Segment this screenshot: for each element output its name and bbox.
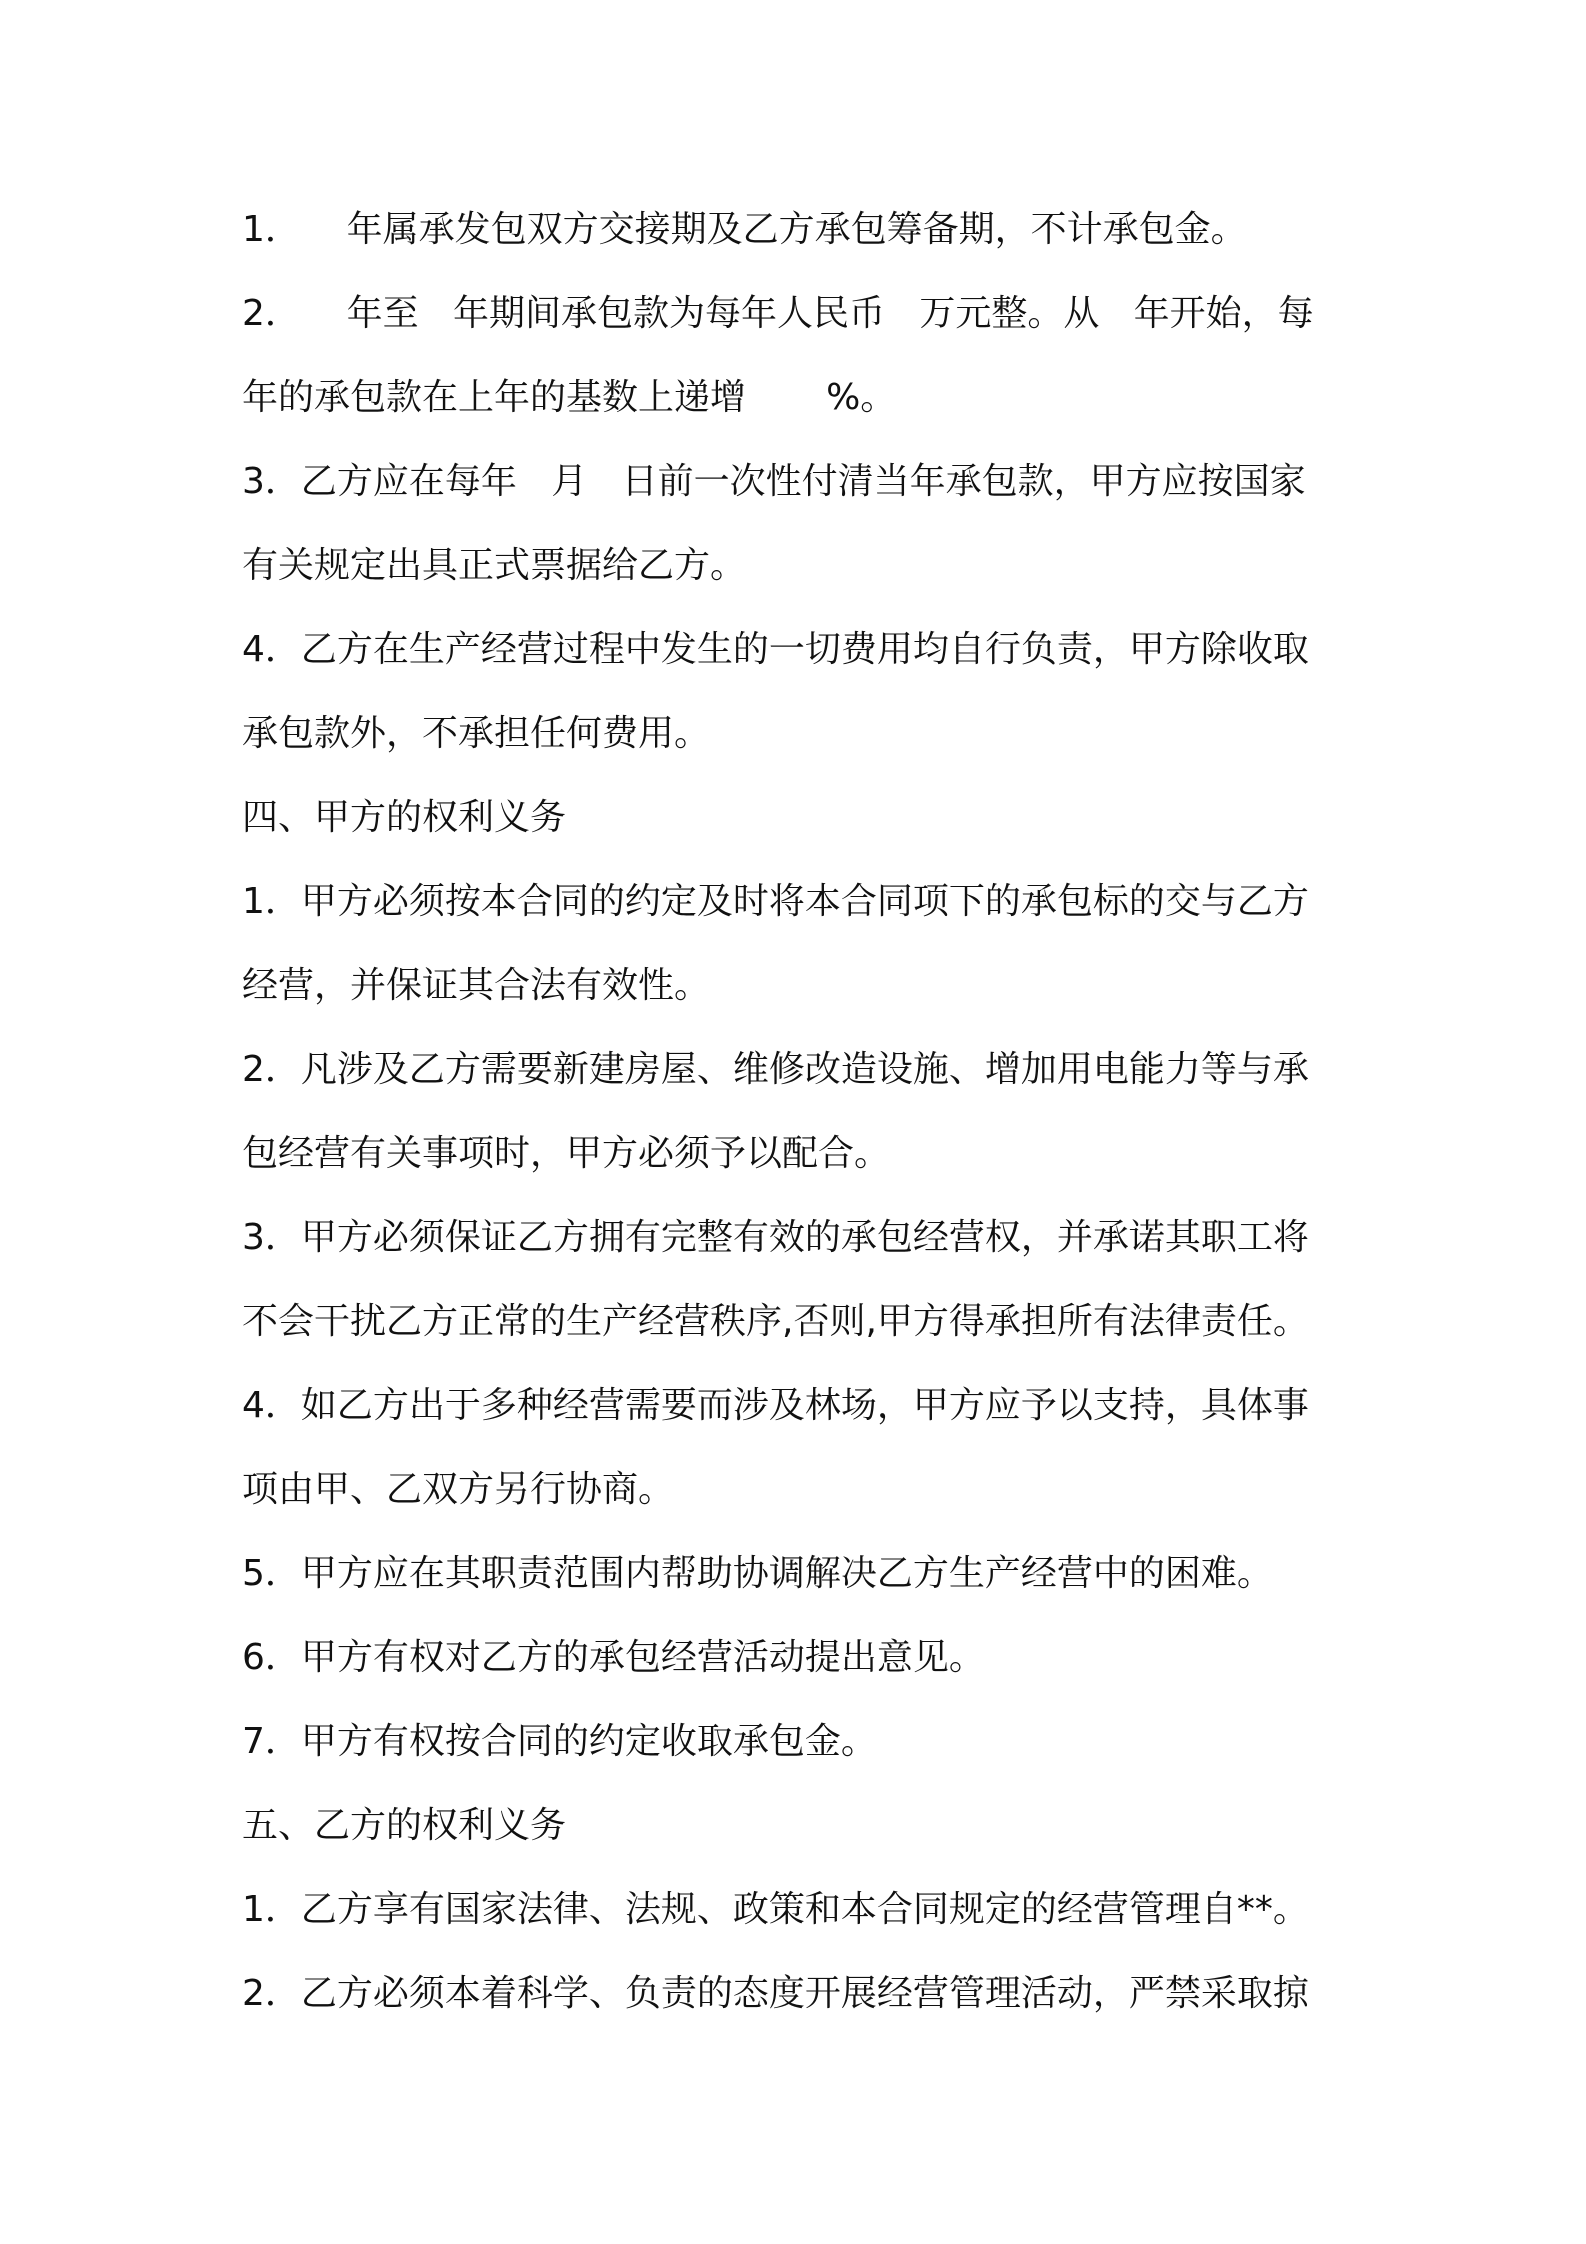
- text-line: 7．甲方有权按合同的约定收取承包金。: [242, 1721, 877, 1762]
- text-line: 2．乙方必须本着科学、负责的态度开展经营管理活动，严禁采取掠: [242, 1973, 1309, 2014]
- document-page: [242, 200, 1362, 2048]
- text-line: 3．乙方应在每年 月 日前一次性付清当年承包款，甲方应按国家: [242, 461, 1306, 502]
- text-line: 年的承包款在上年的基数上递增 %。: [242, 377, 897, 418]
- text-line: 有关规定出具正式票据给乙方。: [242, 545, 747, 586]
- section-heading: 四、甲方的权利义务: [242, 797, 567, 838]
- text-line: 1．甲方必须按本合同的约定及时将本合同项下的承包标的交与乙方: [242, 881, 1309, 922]
- text-line: 6．甲方有权对乙方的承包经营活动提出意见。: [242, 1637, 985, 1678]
- text-line: 3．甲方必须保证乙方拥有完整有效的承包经营权，并承诺其职工将: [242, 1217, 1309, 1258]
- section-heading: 五、乙方的权利义务: [242, 1805, 567, 1846]
- text-line: 包经营有关事项时，甲方必须予以配合。: [242, 1133, 891, 1174]
- text-line: 1．乙方享有国家法律、法规、政策和本合同规定的经营管理自**。: [242, 1889, 1309, 1930]
- text-line: 5．甲方应在其职责范围内帮助协调解决乙方生产经营中的困难。: [242, 1553, 1273, 1594]
- text-line: 承包款外，不承担任何费用。: [242, 713, 711, 754]
- text-line: 4．乙方在生产经营过程中发生的一切费用均自行负责，甲方除收取: [242, 629, 1309, 670]
- text-line: 项由甲、乙双方另行协商。: [242, 1469, 675, 1510]
- text-line: 不会干扰乙方正常的生产经营秩序,否则,甲方得承担所有法律责任。: [242, 1301, 1309, 1342]
- text-line: 1． 年属承发包双方交接期及乙方承包筹备期，不计承包金。: [242, 209, 1247, 250]
- text-line: 2．凡涉及乙方需要新建房屋、维修改造设施、增加用电能力等与承: [242, 1049, 1309, 1090]
- text-line: 4．如乙方出于多种经营需要而涉及林场，甲方应予以支持，具体事: [242, 1385, 1309, 1426]
- text-line: 经营，并保证其合法有效性。: [242, 965, 711, 1006]
- text-line: 2． 年至 年期间承包款为每年人民币 万元整。从 年开始，每: [242, 293, 1314, 334]
